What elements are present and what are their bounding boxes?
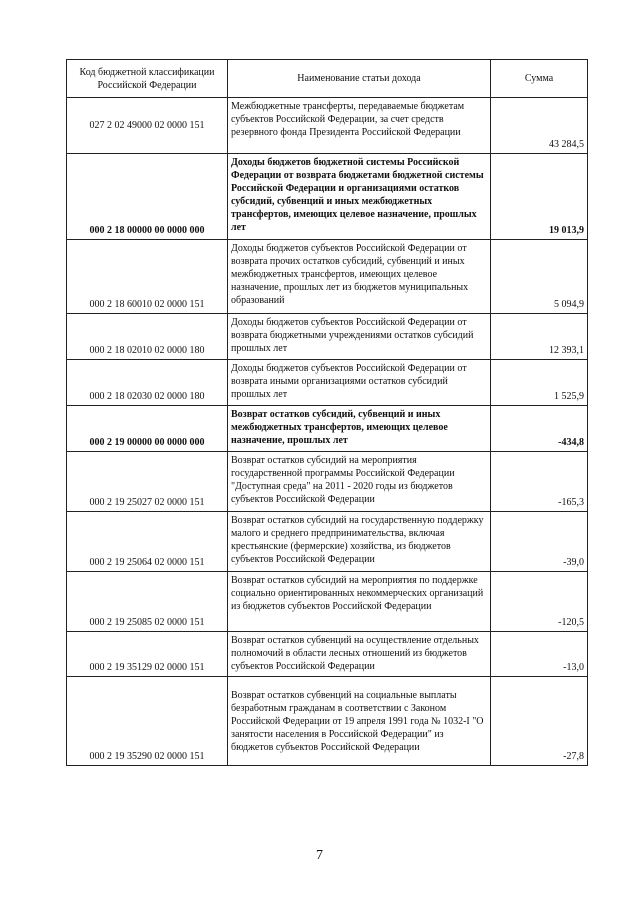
row-name: Межбюджетные трансферты, передаваемые бюджетам субъектов Российской Федерации, за счет средств резервного фонда Президента Российской Федерации — [228, 98, 491, 154]
row-sum: 1 525,9 — [491, 360, 588, 406]
revenue-table — [66, 59, 588, 766]
row-sum: -434,8 — [491, 406, 588, 452]
row-sum: 12 393,1 — [491, 314, 588, 360]
row-code: 000 2 18 02030 02 0000 180 — [67, 360, 228, 406]
row-name: Возврат остатков субсидий, субвенций и иных межбюджетных трансфертов, имеющих целевое назначение, прошлых лет — [228, 406, 491, 452]
row-code: 000 2 19 25085 02 0000 151 — [67, 572, 228, 632]
row-name: Доходы бюджетов субъектов Российской Федерации от возврата бюджетными учреждениями остатков субсидий прошлых лет — [228, 314, 491, 360]
table-row — [67, 677, 588, 766]
row-sum: 43 284,5 — [491, 98, 588, 154]
header-code: Код бюджетной классификации Российской Федерации — [67, 60, 228, 98]
table-row — [67, 154, 588, 240]
header-name: Наименование статьи дохода — [228, 60, 491, 98]
row-code: 000 2 18 60010 02 0000 151 — [67, 240, 228, 314]
row-name: Возврат остатков субсидий на мероприятия по поддержке социально ориентированных некоммерческих организаций из бюджетов субъектов Российской Федерации — [228, 572, 491, 632]
row-code: 027 2 02 49000 02 0000 151 — [67, 98, 228, 154]
table-row — [67, 632, 588, 677]
table-row — [67, 98, 588, 154]
table-row — [67, 452, 588, 512]
row-name: Возврат остатков субвенций на осуществление отдельных полномочий в области лесных отношений из бюджетов субъектов Российской Федерации — [228, 632, 491, 677]
page-number: 7 — [316, 848, 323, 863]
header-sum: Сумма — [491, 60, 588, 98]
table-header-row — [67, 60, 588, 98]
row-name: Возврат остатков субсидий на государственную поддержку малого и среднего предпринимательства, включая крестьянские (фермерские) хозяйства, из бюджетов субъектов Российской Федерации — [228, 512, 491, 572]
row-sum: 19 013,9 — [491, 154, 588, 240]
row-sum: -13,0 — [491, 632, 588, 677]
row-sum: -27,8 — [491, 677, 588, 766]
row-code: 000 2 19 35290 02 0000 151 — [67, 677, 228, 766]
row-name: Доходы бюджетов бюджетной системы Российской Федерации от возврата бюджетами бюджетной системы Российской Федерации и организациями остатков субсидий, субвенций и иных межбюджетных трансфертов, имеющих целевое назначение, прошлых лет — [228, 154, 491, 240]
row-name: Доходы бюджетов субъектов Российской Федерации от возврата иными организациями остатков субсидий прошлых лет — [228, 360, 491, 406]
row-code: 000 2 19 25064 02 0000 151 — [67, 512, 228, 572]
row-code: 000 2 19 00000 00 0000 000 — [67, 406, 228, 452]
row-code: 000 2 18 02010 02 0000 180 — [67, 314, 228, 360]
row-name: Доходы бюджетов субъектов Российской Федерации от возврата прочих остатков субсидий, субвенций и иных межбюджетных трансфертов, имеющих целевое назначение, прошлых лет из бюджетов муниципальных образований — [228, 240, 491, 314]
row-sum: -120,5 — [491, 572, 588, 632]
table-row — [67, 360, 588, 406]
table-row — [67, 512, 588, 572]
row-name: Возврат остатков субсидий на мероприятия государственной программы Российской Федерации "Доступная среда" на 2011 - 2020 годы из бюджетов субъектов Российской Федерации — [228, 452, 491, 512]
table-row — [67, 240, 588, 314]
row-sum: -165,3 — [491, 452, 588, 512]
row-sum: -39,0 — [491, 512, 588, 572]
row-code: 000 2 19 35129 02 0000 151 — [67, 632, 228, 677]
table-row — [67, 406, 588, 452]
table-row — [67, 314, 588, 360]
row-code: 000 2 19 25027 02 0000 151 — [67, 452, 228, 512]
row-code: 000 2 18 00000 00 0000 000 — [67, 154, 228, 240]
row-sum: 5 094,9 — [491, 240, 588, 314]
row-name: Возврат остатков субвенций на социальные выплаты безработным гражданам в соответствии с Законом Российской Федерации от 19 апреля 1991 года № 1032-I "О занятости населения в Российской Федерации" из бюджетов субъектов Российской Федерации — [228, 677, 491, 766]
table-row — [67, 572, 588, 632]
